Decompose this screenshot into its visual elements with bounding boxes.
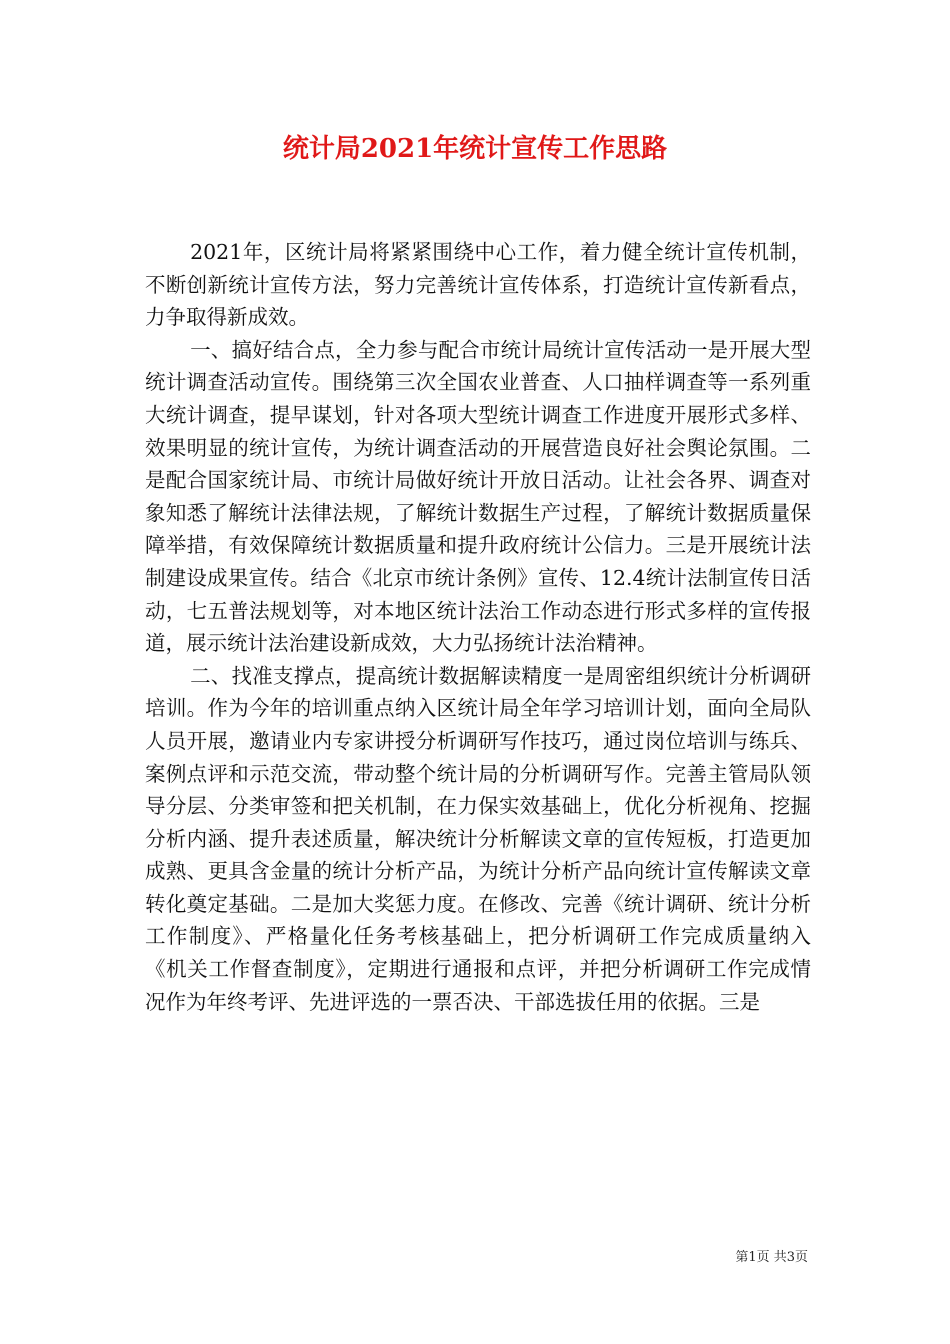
paragraph-section-1: 一、搞好结合点，全力参与配合市统计局统计宣传活动一是开展大型统计调查活动宣传。围绕第三次全国农业普查、人口抽样调查等一系列重大统计调查，提早谋划，针对各项大型统计调查工作进度开展形式多样、效果明显的统计宣传，为统计调查活动的开展营造良好社会舆论氛围。二是配合国家统计局、市统计局做好统计开放日活动。让社会各界、调查对象知悉了解统计法律法规，了解统计数据生产过程，了解统计数据质量保障举措，有效保障统计数据质量和提升政府统计公信力。三是开展统计法制建设成果宣传。结合《北京市统计条例》宣传、12.4统计法制宣传日活动，七五普法规划等，对本地区统计法治工作动态进行形式多样的宣传报道，展示统计法治建设新成效，大力弘扬统计法治精神。 xyxy=(145,337,811,656)
document-title: 统计局2021年统计宣传工作思路 xyxy=(282,134,668,164)
paragraph-intro: 2021年，区统计局将紧紧围绕中心工作，着力健全统计宣传机制，不断创新统计宣传方法，努力完善统计宣传体系，打造统计宣传新看点，力争取得新成效。 xyxy=(145,240,811,330)
paragraph-section-2: 二、找准支撑点，提高统计数据解读精度一是周密组织统计分析调研培训。作为今年的培训重点纳入区统计局全年学习培训计划，面向全局队人员开展，邀请业内专家讲授分析调研写作技巧，通过岗位培训与练兵、案例点评和示范交流，带动整个统计局的分析调研写作。完善主管局队领导分层、分类审签和把关机制，在力保实效基础上，优化分析视角、挖掘分析内涵、提升表述质量，解决统计分析解读文章的宣传短板，打造更加成熟、更具含金量的统计分析产品，为统计分析产品向统计宣传解读文章转化奠定基础。二是加大奖惩力度。在修改、完善《统计调研、统计分析工作制度》、严格量化任务考核基础上，把分析调研工作完成质量纳入《机关工作督查制度》，定期进行通报和点评，并把分析调研工作完成情况作为年终考评、先进评选的一票否决、干部选拔任用的依据。三是 xyxy=(145,663,811,1014)
document-body xyxy=(145,236,811,1018)
page-number-footer: 第1页 共3页 xyxy=(735,1250,808,1265)
